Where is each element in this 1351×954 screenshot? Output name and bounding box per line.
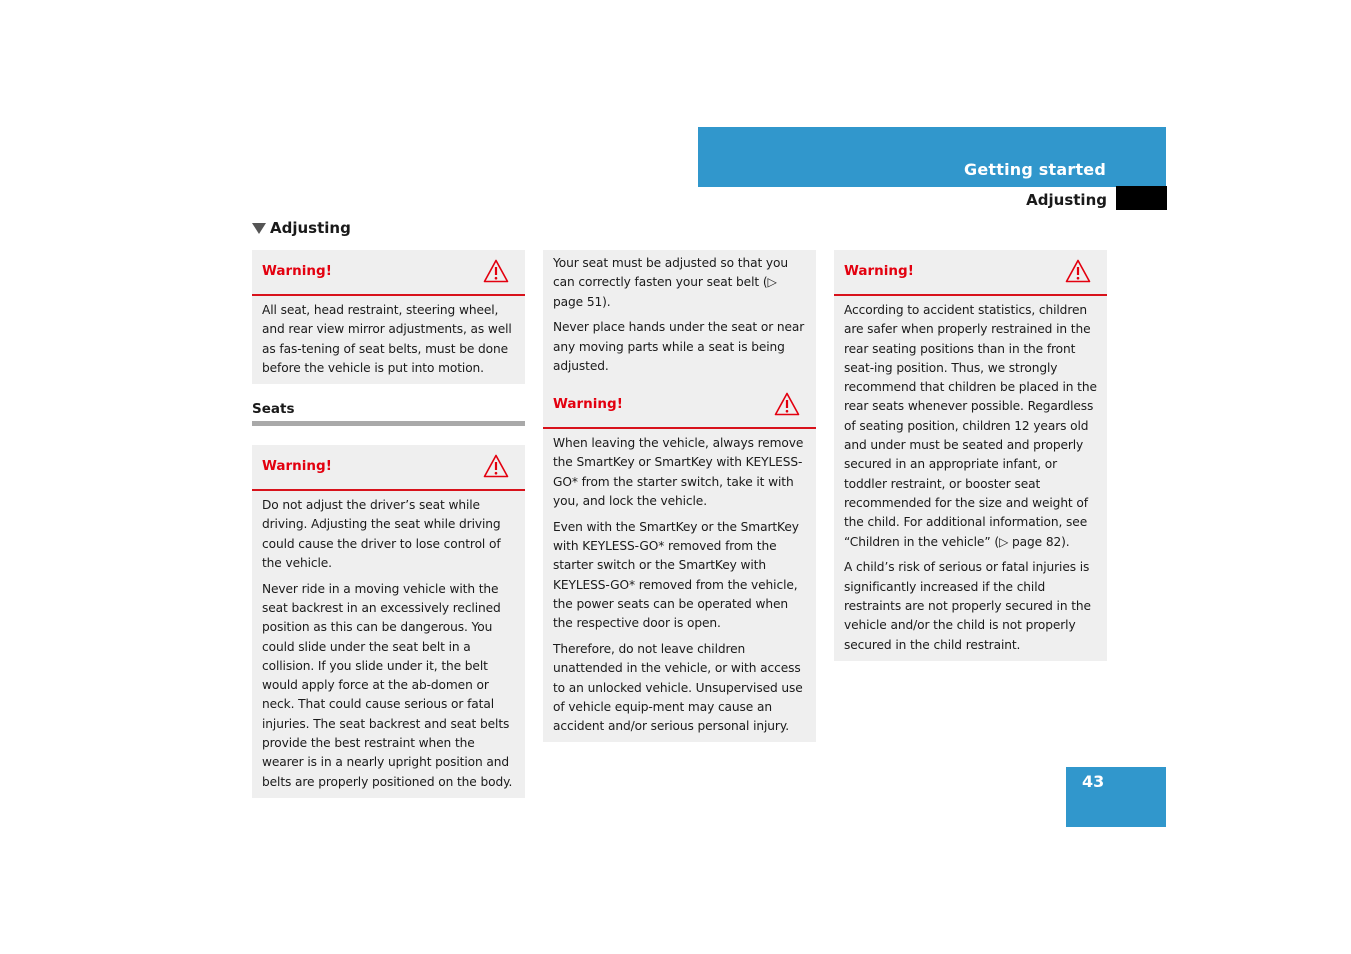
warning-box-seat-driving: [252, 445, 525, 798]
section-title: [252, 219, 351, 237]
warning-paragraph: Therefore, do not leave children unattended in the vehicle, or with access to an unlocked vehicle. Unsupervised use of vehicle equip-ment may cause an accident and/or serious personal injury.: [553, 641, 803, 734]
warning-paragraph: Even with the SmartKey or the SmartKey with KEYLESS-GO* removed from the starter switch or the SmartKey with KEYLESS-GO* removed from the vehicle, the power seats can be operated when the respective door is open.: [553, 519, 799, 631]
note-body: [543, 250, 816, 384]
seats-heading: Seats: [252, 401, 295, 417]
warning-paragraph: Do not adjust the driver’s seat while driving. Adjusting the seat while driving could cause the driver to lose control of the vehicle.: [262, 498, 501, 570]
warning-label: Warning!: [844, 263, 914, 279]
note-paragraph: Your seat must be adjusted so that you can correctly fasten your seat belt (▷ page 51).: [553, 256, 789, 309]
header-section-title: Getting started: [964, 160, 1106, 179]
page-number-box: [1066, 767, 1166, 827]
warning-paragraph: All seat, head restraint, steering wheel, and rear view mirror adjustments, as well as fas-tening of seat belts, must be done before the vehicle is put into motion.: [262, 303, 512, 375]
warning-label: Warning!: [553, 396, 623, 412]
warning-body: [252, 491, 525, 798]
warning-body: [543, 429, 816, 742]
note-box-seat-adjustment: [543, 250, 816, 384]
warning-paragraph: When leaving the vehicle, always remove the SmartKey or SmartKey with KEYLESS-GO* from the starter switch, take it with you, and lock the vehicle.: [553, 436, 804, 508]
warning-box-children: [834, 250, 1107, 661]
warning-triangle-icon: [1065, 259, 1091, 283]
warning-header: [543, 383, 816, 429]
warning-paragraph: According to accident statistics, children are safer when properly restrained in the rear seating positions than in the front seat-ing position. Thus, we strongly recommend that children be placed in the rear seats whenever possible. Regardless of seating position, children 12 years old and under must be seated and properly secured in an appropriate infant, or toddler restraint, or booster seat recommended for the size and weight of the child. For additional information, see “Children in the vehicle” (▷ page 82).: [844, 303, 1097, 549]
header-band: [698, 127, 1166, 187]
warning-triangle-icon: [483, 454, 509, 478]
warning-header: [252, 250, 525, 296]
header-tab-marker: [1116, 186, 1167, 210]
warning-box-smartkey: [543, 383, 816, 742]
triangle-down-icon: [252, 223, 266, 234]
warning-box-adjustments: [252, 250, 525, 384]
warning-triangle-icon: [774, 392, 800, 416]
warning-body: [252, 296, 525, 384]
warning-triangle-icon: [483, 259, 509, 283]
warning-label: Warning!: [262, 263, 332, 279]
warning-body: [834, 296, 1107, 661]
warning-header: [834, 250, 1107, 296]
page-number: 43: [1082, 772, 1105, 791]
warning-paragraph: A child’s risk of serious or fatal injuries is significantly increased if the child restraints are not properly secured in the vehicle and/or the child is not properly secured in the child restraint.: [844, 560, 1091, 652]
section-title-text: Adjusting: [270, 219, 351, 237]
note-paragraph: Never place hands under the seat or near any moving parts while a seat is being adjusted.: [553, 320, 805, 373]
header-subsection-title: Adjusting: [1026, 191, 1107, 209]
warning-paragraph: Never ride in a moving vehicle with the seat backrest in an excessively reclined position as this can be dangerous. You could slide under the seat belt in a collision. If you slide under it, the belt would apply force at the ab-domen or neck. That could cause serious or fatal injuries. The seat backrest and seat belts provide the best restraint when the wearer is in a nearly upright position and belts are properly positioned on the body.: [262, 581, 513, 789]
warning-label: Warning!: [262, 458, 332, 474]
warning-header: [252, 445, 525, 491]
seats-heading-rule: [252, 421, 525, 426]
